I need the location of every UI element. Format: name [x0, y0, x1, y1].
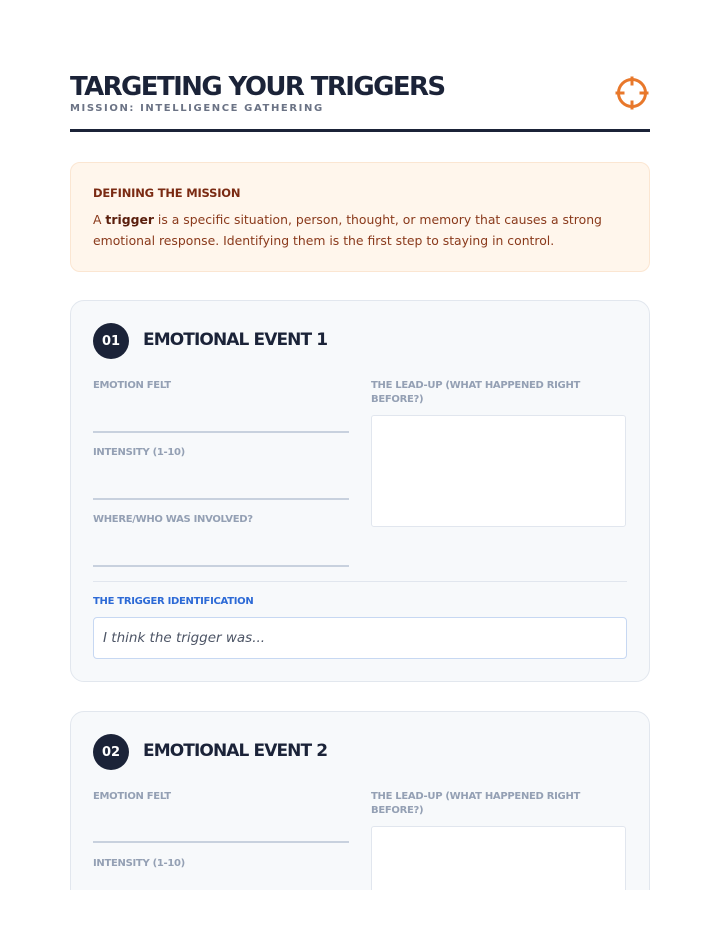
where-who-label: WHERE/WHO WAS INVOLVED? [93, 514, 253, 525]
intensity-label: INTENSITY (1-10) [93, 447, 185, 458]
event-number-badge: 01 [93, 323, 129, 359]
lead-up-textbox[interactable] [371, 415, 626, 527]
where-who-field[interactable] [93, 565, 349, 567]
event-title: EMOTIONAL EVENT 2 [143, 741, 328, 761]
page-subtitle: MISSION: INTELLIGENCE GATHERING [70, 103, 324, 114]
trigger-identification-input[interactable] [93, 617, 627, 659]
event-title: EMOTIONAL EVENT 1 [143, 330, 328, 350]
intensity-label: INTENSITY (1-10) [93, 858, 185, 869]
page-title: TARGETING YOUR TRIGGERS [70, 72, 445, 102]
emotion-felt-label: EMOTION FELT [93, 380, 171, 391]
event-card-1 [70, 300, 650, 682]
mission-text-suffix: is a specific situation, person, thought, or memory that causes a strong emotional response. Identifying them is the first step to staying in control. [93, 212, 602, 248]
section-divider [93, 581, 627, 582]
mission-text-prefix: A [93, 212, 106, 227]
mission-definition-box [70, 162, 650, 272]
event-card-2 [70, 711, 650, 890]
page-header [70, 72, 650, 134]
intensity-field[interactable] [93, 498, 349, 500]
mission-text [93, 209, 627, 251]
lead-up-label: THE LEAD-UP (WHAT HAPPENED RIGHT BEFORE?) [371, 380, 581, 405]
emotion-felt-field[interactable] [93, 431, 349, 433]
event-number-badge: 02 [93, 734, 129, 770]
worksheet-page [70, 0, 650, 890]
header-divider [70, 129, 650, 132]
mission-heading: DEFINING THE MISSION [93, 186, 241, 200]
lead-up-textbox[interactable] [371, 826, 626, 890]
mission-keyword: trigger [105, 212, 154, 227]
trigger-identification-label: THE TRIGGER IDENTIFICATION [93, 596, 254, 607]
emotion-felt-field[interactable] [93, 841, 349, 843]
lead-up-label: THE LEAD-UP (WHAT HAPPENED RIGHT BEFORE?) [371, 791, 581, 816]
crosshair-target-icon [615, 76, 649, 110]
emotion-felt-label: EMOTION FELT [93, 791, 171, 802]
